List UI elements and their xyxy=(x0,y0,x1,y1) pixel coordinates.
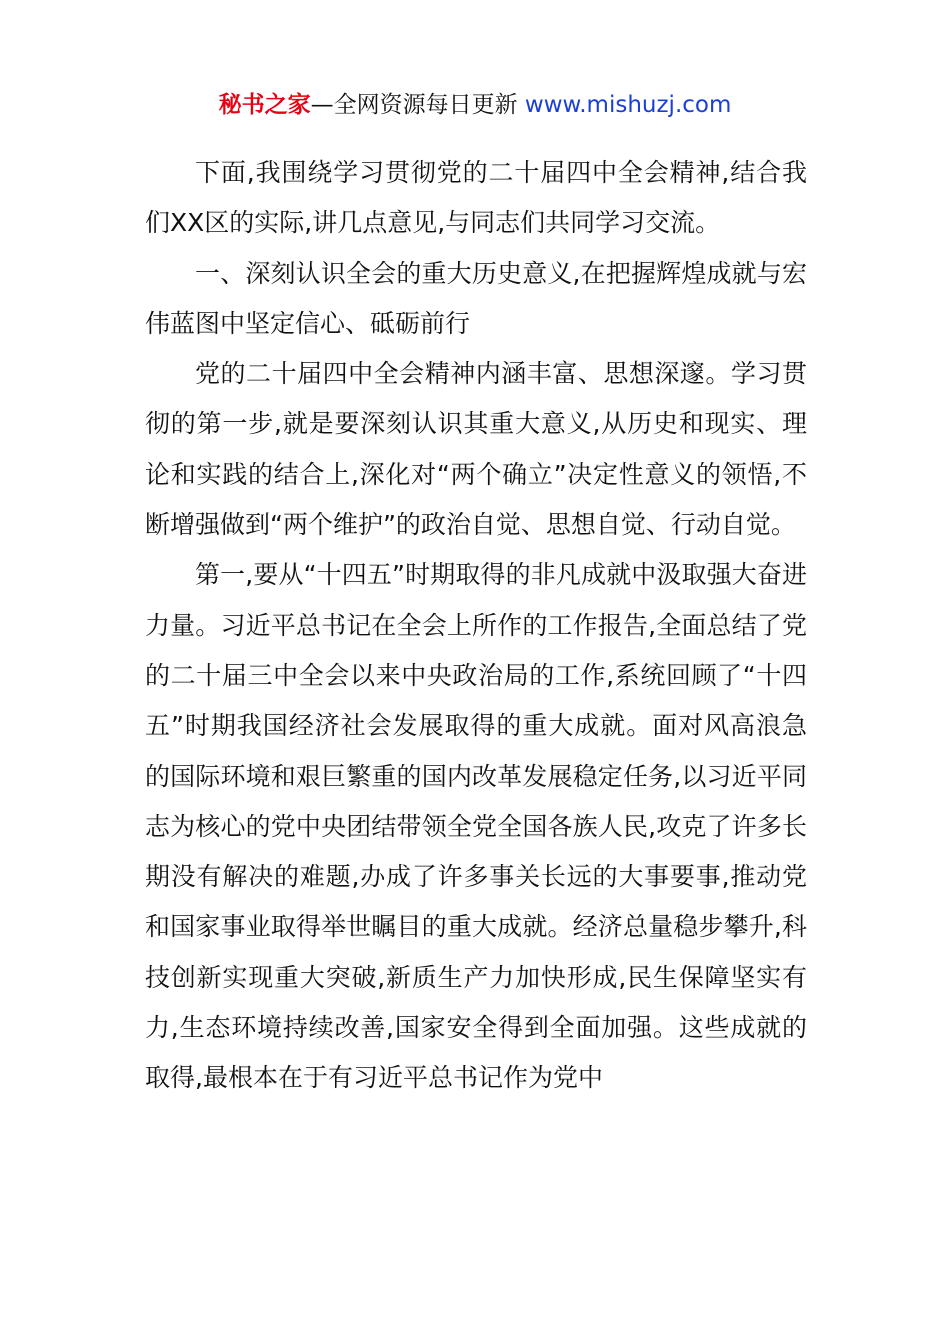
site-brand: 秘书之家 xyxy=(218,92,311,118)
paragraph-significance: 党的二十届四中全会精神内涵丰富、思想深邃。学习贯彻的第一步,就是要深刻认识其重大意义,从历史和现实、理论和实践的结合上,深化对“两个确立”决定性意义的领悟,不断增强做到“两个维护”的政治自觉、思想自觉、行动自觉。 xyxy=(145,359,807,540)
paragraph-first-point: 第一,要从“十四五”时期取得的非凡成就中汲取强大奋进力量。习近平总书记在全会上所作的工作报告,全面总结了党的二十届三中全会以来中央政治局的工作,系统回顾了“十四五”时期我国经济社会发展取得的重大成就。面对风高浪急的国际环境和艰巨繁重的国内改革发展稳定任务,以习近平同志为核心的党中央团结带领全党全国各族人民,攻克了许多长期没有解决的难题,办成了许多事关长远的大事要事,推动党和国家事业取得举世瞩目的重大成就。经济总量稳步攀升,科技创新实现重大突破,新质生产力加快形成,民生保障坚实有力,生态环境持续改善,国家安全得到全面加强。这些成就的取得,最根本在于有习近平总书记作为党中 xyxy=(145,560,807,1093)
site-tagline: —全网资源每日更新 xyxy=(310,92,525,118)
paragraph-intro: 下面,我围绕学习贯彻党的二十届四中全会精神,结合我们XX区的实际,讲几点意见,与同志们共同学习交流。 xyxy=(145,158,807,238)
site-url-link[interactable]: www.mishuzj.com xyxy=(524,92,732,118)
site-header xyxy=(0,88,950,122)
section-heading: 一、深刻认识全会的重大历史意义,在把握辉煌成就与宏伟蓝图中坚定信心、砥砺前行 xyxy=(145,258,807,338)
document-body xyxy=(145,148,807,1104)
